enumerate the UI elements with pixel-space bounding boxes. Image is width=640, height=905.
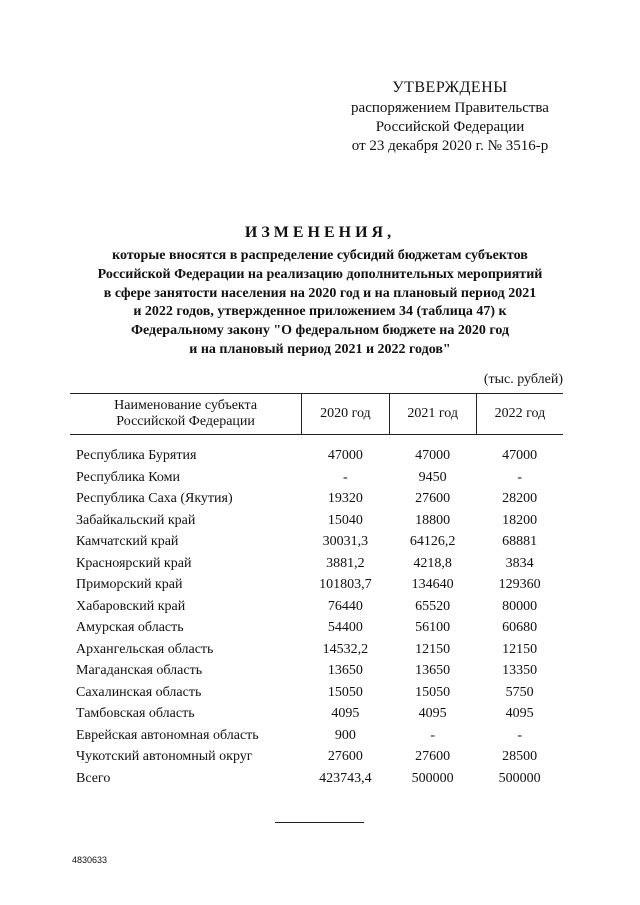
value-2020-cell: 101803,7 — [319, 577, 372, 592]
value-2020-cell: 19320 — [327, 491, 363, 506]
region-name-cell: Забайкальский край — [76, 512, 196, 528]
region-name-cell: Всего — [76, 770, 111, 786]
value-2022-cell: - — [517, 727, 522, 743]
region-name-cell: Еврейская автономная область — [76, 727, 259, 743]
region-name-cell: Республика Саха (Якутия) — [76, 491, 233, 506]
region-name-cell: Красноярский край — [76, 555, 192, 571]
table-row — [70, 596, 563, 618]
region-name-cell: Магаданская область — [76, 663, 203, 678]
value-2022-cell: 68881 — [502, 534, 538, 549]
value-2022-cell: 80000 — [502, 598, 538, 614]
value-2020-cell: 76440 — [327, 598, 363, 614]
region-name-cell: Приморский край — [76, 577, 183, 592]
table-row — [70, 445, 563, 467]
value-2022-cell: 13350 — [502, 663, 538, 678]
value-2020-cell: 4095 — [331, 706, 360, 721]
table-row — [70, 467, 563, 489]
value-2022-cell: 47000 — [502, 448, 538, 463]
value-2021-cell: 4095 — [418, 706, 447, 721]
subsidy-table — [70, 393, 563, 789]
approval-line-1: распоряжением Правительства — [351, 100, 549, 116]
value-2021-cell: 64126,2 — [409, 534, 456, 549]
region-name-cell: Амурская область — [76, 620, 184, 635]
approval-title: УТВЕРЖДЕНЫ — [392, 79, 508, 96]
header-name-line-1: Наименование субъекта — [114, 398, 258, 413]
table-row — [70, 553, 563, 575]
region-name-cell: Республика Коми — [76, 469, 180, 485]
header-name-line-2: Российской Федерации — [116, 414, 255, 429]
value-2021-cell: 500000 — [411, 770, 454, 786]
value-2021-cell: 12150 — [415, 641, 451, 657]
subtitle-line: в сфере занятости населения на 2020 год и на плановый период 2021 — [103, 285, 537, 301]
value-2021-cell: 4218,8 — [413, 555, 452, 571]
approval-line-2: Российской Федерации — [375, 119, 525, 135]
table-row — [70, 682, 563, 704]
header-region-name — [70, 394, 302, 435]
subtitle-line: и на плановый период 2021 и 2022 годов" — [189, 341, 451, 357]
value-2022-cell: 12150 — [502, 641, 538, 657]
table-row — [70, 725, 563, 747]
document-subtitle — [70, 247, 570, 360]
value-2022-cell: - — [517, 469, 522, 485]
document-title: ИЗМЕНЕНИЯ, — [244, 224, 396, 241]
separator-line — [275, 822, 364, 823]
value-2020-cell: 54400 — [327, 620, 363, 635]
region-name-cell: Чукотский автономный округ — [76, 749, 253, 764]
subtitle-line: которые вносятся в распределение субсидий бюджетам субъектов — [112, 248, 528, 263]
header-2020: 2020 год — [302, 394, 389, 435]
value-2021-cell: 47000 — [415, 448, 451, 463]
region-name-cell: Архангельская область — [76, 641, 214, 657]
region-name-cell: Тамбовская область — [76, 706, 195, 721]
value-2020-cell: 27600 — [327, 749, 363, 764]
value-2021-cell: 18800 — [415, 512, 451, 528]
value-2020-cell: 30031,3 — [322, 534, 369, 549]
header-2022: 2022 год — [476, 394, 563, 435]
table-row — [70, 488, 563, 510]
value-2020-cell: 47000 — [327, 448, 363, 463]
value-2020-cell: 423743,4 — [319, 770, 372, 786]
table-row — [70, 617, 563, 639]
value-2022-cell: 129360 — [498, 577, 541, 592]
value-2022-cell: 4095 — [505, 706, 534, 721]
subtitle-line: Федеральному закону "О федеральном бюджете на 2020 год — [130, 323, 510, 339]
value-2021-cell: - — [430, 727, 436, 743]
table-row — [70, 510, 563, 532]
header-2021: 2021 год — [389, 394, 476, 435]
table-row — [70, 639, 563, 661]
value-2020-cell: 15040 — [327, 512, 363, 528]
value-2020-cell: 14532,2 — [322, 641, 369, 657]
value-2021-cell: 15050 — [415, 684, 451, 700]
document-code: 4830633 — [72, 855, 108, 865]
value-2021-cell: 13650 — [415, 663, 451, 678]
value-2020-cell: - — [343, 469, 348, 485]
table-row — [70, 531, 563, 553]
table-row — [70, 746, 563, 768]
region-name-cell: Камчатский край — [76, 534, 179, 549]
table-row — [70, 660, 563, 682]
subtitle-line: Российской Федерации на реализацию дополнительных мероприятий — [97, 266, 543, 282]
value-2021-cell: 27600 — [415, 749, 451, 764]
subtitle-line: и 2022 годов, утвержденное приложением 34 (таблица 47) к — [133, 304, 507, 320]
value-2022-cell: 28500 — [502, 749, 538, 764]
region-name-cell: Сахалинская область — [76, 684, 202, 700]
value-2022-cell: 500000 — [498, 770, 541, 786]
value-2020-cell: 900 — [334, 727, 356, 743]
table-row — [70, 574, 563, 596]
value-2021-cell: 9450 — [418, 469, 447, 485]
value-2020-cell: 3881,2 — [326, 555, 365, 571]
value-2020-cell: 15050 — [327, 684, 363, 700]
value-2022-cell: 60680 — [502, 620, 538, 635]
region-name-cell: Республика Бурятия — [76, 448, 197, 463]
table-row — [70, 768, 563, 790]
value-2022-cell: 28200 — [502, 491, 538, 506]
value-2022-cell: 18200 — [502, 512, 538, 528]
value-2021-cell: 65520 — [415, 598, 451, 614]
approval-line-3: от 23 декабря 2020 г. № 3516-р — [351, 138, 549, 154]
region-name-cell: Хабаровский край — [76, 598, 186, 614]
value-2021-cell: 27600 — [415, 491, 451, 506]
value-2022-cell: 3834 — [505, 555, 534, 571]
approval-block — [340, 78, 560, 156]
value-2021-cell: 134640 — [411, 577, 454, 592]
table-row — [70, 703, 563, 725]
unit-note: (тыс. рублей) — [483, 372, 563, 387]
value-2021-cell: 56100 — [415, 620, 451, 635]
table-header-row — [70, 394, 563, 435]
value-2020-cell: 13650 — [327, 663, 363, 678]
value-2022-cell: 5750 — [505, 684, 534, 700]
